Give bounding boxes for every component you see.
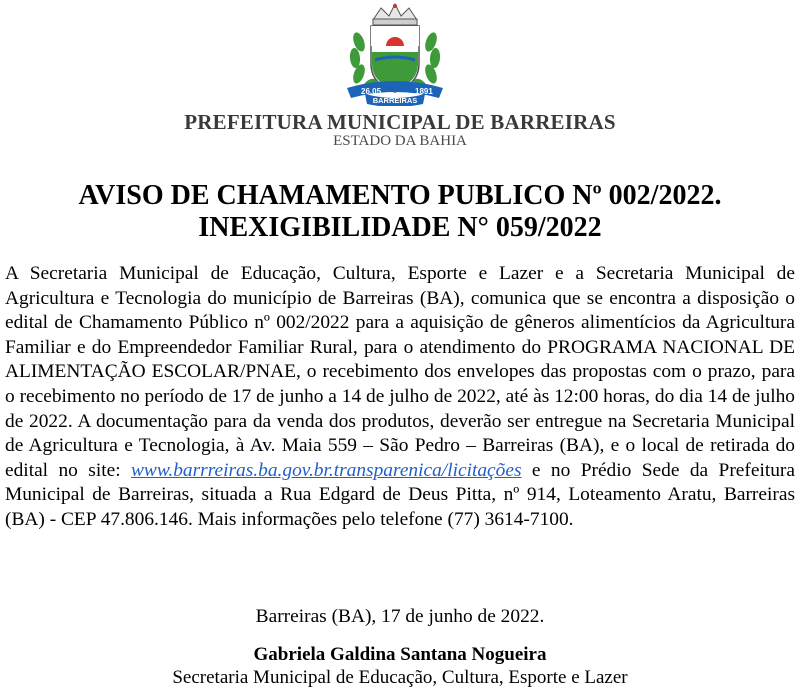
transparency-portal-link[interactable]: www.barrreiras.ba.gov.br.transparenica/licitações (131, 459, 522, 481)
crest-ribbon-text: BARREIRAS (372, 96, 418, 105)
crest-year-right: 1891 (415, 87, 433, 96)
notice-title: AVISO DE CHAMAMENTO PUBLICO Nº 002/2022. (78, 180, 722, 211)
signer-name: Gabriela Galdina Santana Nogueira (253, 644, 547, 665)
notice-body (5, 262, 795, 533)
signer-role: Secretaria Municipal de Educação, Cultura, Esporte e Lazer (172, 667, 628, 688)
body-text-part-2: e no Prédio Sede da Prefeitura Municipal de Barreiras, situada a Rua Edgard de Deus Pitta, nº 914, Loteamento Aratu, Barreiras (BA) - CEP 47.806.146. Mais informações pelo telefone (77) 3614-7100. (5, 459, 795, 530)
org-name: PREFEITURA MUNICIPAL DE BARREIRAS (184, 110, 616, 134)
crest-year-left: 26.05 (361, 87, 382, 96)
state-name: ESTADO DA BAHIA (333, 133, 467, 149)
ribbon-banner-icon (347, 81, 443, 106)
date-line: Barreiras (BA), 17 de junho de 2022. (255, 606, 545, 627)
municipal-coat-of-arms (337, 2, 453, 106)
body-text-part-1: A Secretaria Municipal de Educação, Cultura, Esporte e Lazer e a Secretaria Municipal de Agricultura e Tecnologia do município de Barreiras (BA), comunica que se encontra a disposição o edital de Chamamento Público nº 002/2022 para a aquisição de gêneros alimentícios da Agricultura Familiar e do Empreendedor Familiar Rural, para o atendimento do PROGRAMA NACIONAL DE ALIMENTAÇÃO ESCOLAR/PNAE, o recebimento dos envelopes das propostas com o prazo, para o recebimento no período de 17 de junho a 14 de julho de 2022, até às 12:00 horas, do dia 14 de julho de 2022. A documentação para da venda dos produtos, deverão ser entregue na Secretaria Municipal de Agricultura e Tecnologia, à Av. Maia 559 – São Pedro – Barreiras (BA), e o local de retirada do edital no site: (5, 263, 795, 481)
municipal-coat-of-arms-icon (337, 2, 453, 106)
crown-icon (373, 4, 417, 25)
notice-subtitle: INEXIGIBILIDADE N° 059/2022 (198, 212, 602, 243)
